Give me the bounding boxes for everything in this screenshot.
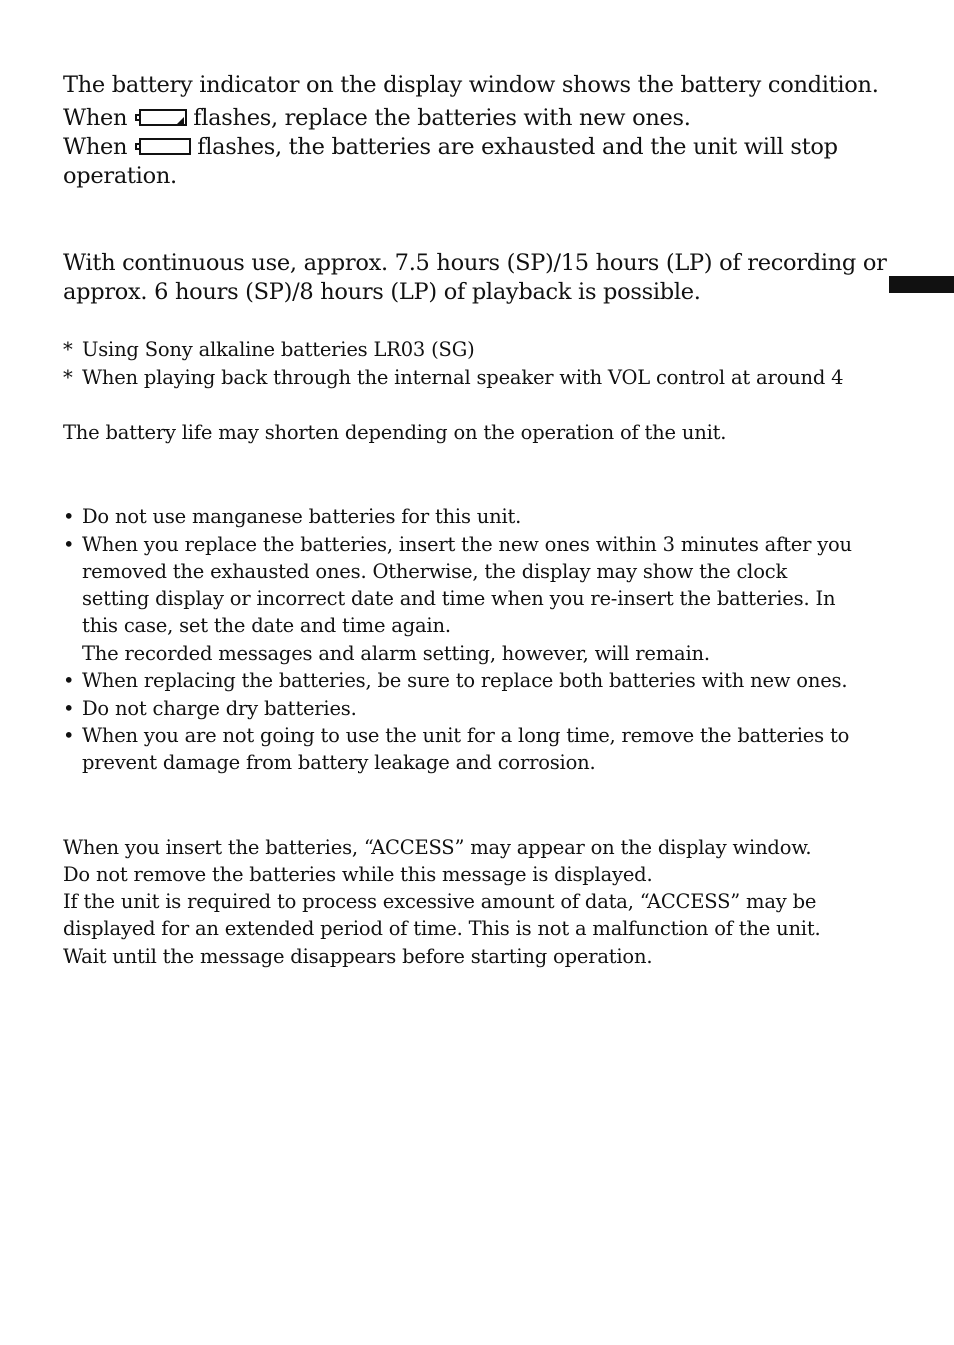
list-item-text: removed the exhausted ones. Otherwise, the display may show the clock [82, 560, 788, 583]
access-text-line: When you insert the batteries, “ACCESS” may appear on the display window. [63, 836, 812, 859]
battery-life-line-1: With continuous use, approx. 7.5 hours (SP)/15 hours (LP) of recording or [63, 250, 887, 276]
footnote-text: Using Sony alkaline batteries LR03 (SG) [82, 338, 475, 361]
access-text-line: displayed for an extended period of time. This is not a malfunction of the unit. [63, 917, 821, 940]
list-item-text: The recorded messages and alarm setting, however, will remain. [82, 642, 710, 665]
indicator-empty-line [63, 134, 838, 160]
bullet-mark: • [63, 697, 75, 720]
footnote-text: When playing back through the internal speaker with VOL control at around 4 [82, 366, 844, 389]
list-item-text: Do not charge dry batteries. [82, 697, 357, 720]
bullet-mark: • [63, 505, 75, 528]
list-item-text: setting display or incorrect date and time when you re-insert the batteries. In [82, 587, 836, 610]
list-item-text: Do not use manganese batteries for this unit. [82, 505, 522, 528]
section-tab-marker [889, 276, 954, 293]
footnote-mark: * [63, 338, 73, 361]
list-item-text: When you replace the batteries, insert the new ones within 3 minutes after you [82, 533, 852, 556]
bullet-mark: • [63, 533, 75, 556]
when-label: When [63, 105, 128, 131]
footnote-mark: * [63, 366, 73, 389]
indicator-empty-text-cont: operation. [63, 163, 177, 189]
indicator-intro: The battery indicator on the display window shows the battery condition. [63, 72, 879, 98]
indicator-low-text: flashes, replace the batteries with new ones. [193, 105, 691, 131]
battery-low-icon [135, 109, 187, 128]
list-item-text: prevent damage from battery leakage and corrosion. [82, 751, 596, 774]
access-text-line: Wait until the message disappears before starting operation. [63, 945, 653, 968]
access-text-line: Do not remove the batteries while this message is displayed. [63, 863, 653, 886]
list-item-text: When you are not going to use the unit for a long time, remove the batteries to [82, 724, 850, 747]
list-item-text: When replacing the batteries, be sure to replace both batteries with new ones. [82, 669, 848, 692]
battery-life-note: The battery life may shorten depending on the operation of the unit. [63, 421, 727, 444]
battery-empty-icon [135, 138, 191, 157]
indicator-low-line [63, 105, 691, 131]
bullet-mark: • [63, 724, 75, 747]
access-text-line: If the unit is required to process excessive amount of data, “ACCESS” may be [63, 890, 817, 913]
when-label: When [63, 134, 128, 160]
bullet-mark: • [63, 669, 75, 692]
list-item-text: this case, set the date and time again. [82, 614, 451, 637]
indicator-empty-text: flashes, the batteries are exhausted and the unit will stop [197, 134, 838, 160]
battery-life-line-2: approx. 6 hours (SP)/8 hours (LP) of playback is possible. [63, 279, 701, 305]
